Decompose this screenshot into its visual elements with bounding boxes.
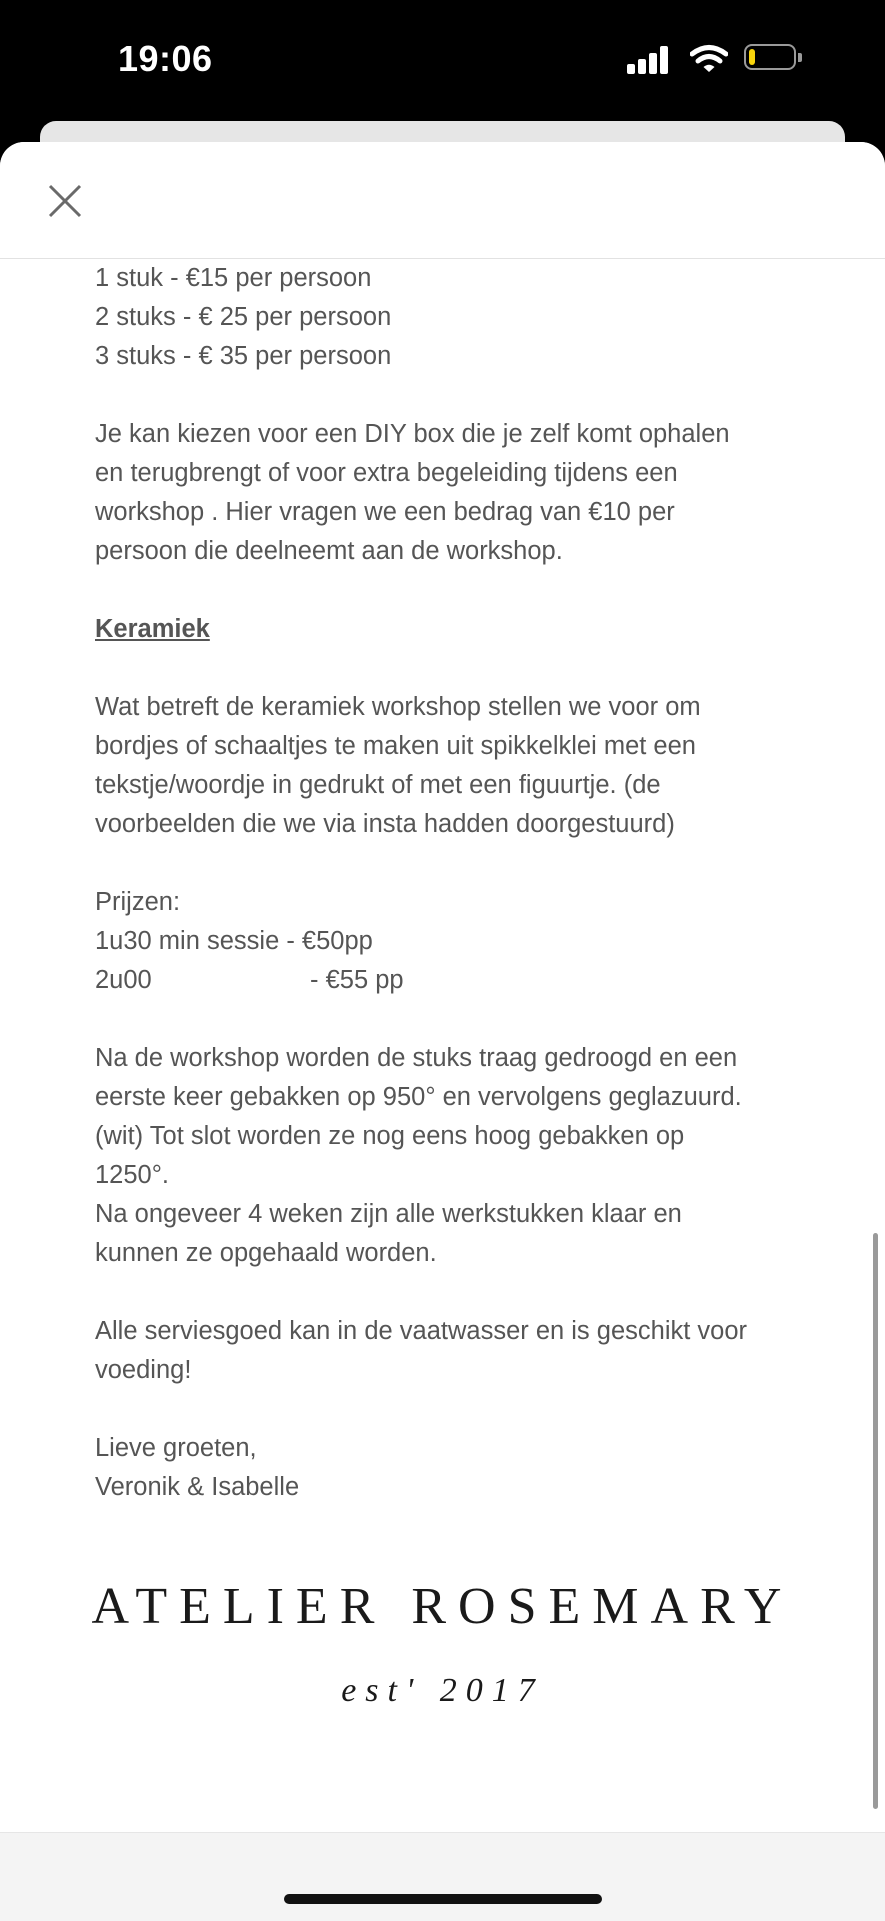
process-paragraph-line: Na de workshop worden de stuks traag gedroogd en een <box>95 1044 738 1072</box>
signature-line: Veronik & Isabelle <box>95 1473 300 1501</box>
diy-paragraph-line: workshop . Hier vragen we een bedrag van €10 per <box>95 498 675 526</box>
wifi-icon <box>690 44 728 74</box>
price-item: 1 stuk - €15 per persoon <box>95 264 372 292</box>
process-paragraph-line: Na ongeveer 4 weken zijn alle werkstukken klaar en <box>95 1200 682 1228</box>
bottom-bar <box>0 1832 885 1921</box>
close-icon[interactable] <box>42 178 88 224</box>
session-cost: - €55 pp <box>310 966 404 994</box>
scrollbar-thumb[interactable] <box>873 1233 878 1809</box>
diy-paragraph-line: en terugbrengt of voor extra begeleiding tijdens een <box>95 459 678 487</box>
prices-label: Prijzen: <box>95 888 181 916</box>
battery-level <box>749 49 755 65</box>
process-paragraph-line: kunnen ze opgehaald worden. <box>95 1239 437 1267</box>
cellular-signal-icon <box>627 46 669 74</box>
closing-line: Lieve groeten, <box>95 1434 257 1462</box>
session-price: 1u30 min sessie - €50pp <box>95 927 373 955</box>
diy-paragraph-line: persoon die deelneemt aan de workshop. <box>95 537 563 565</box>
process-paragraph-line: 1250°. <box>95 1161 170 1189</box>
ceramics-paragraph-line: tekstje/woordje in gedrukt of met een figuurtje. (de <box>95 771 661 799</box>
price-item: 3 stuks - € 35 per persoon <box>95 342 392 370</box>
process-paragraph-line: eerste keer gebakken op 950° en vervolgens geglazuurd. <box>95 1083 742 1111</box>
process-paragraph-line: (wit) Tot slot worden ze nog eens hoog gebakken op <box>95 1122 685 1150</box>
dishwasher-paragraph-line: Alle serviesgoed kan in de vaatwasser en is geschikt voor <box>95 1317 748 1345</box>
home-indicator[interactable] <box>284 1894 602 1904</box>
sheet-header <box>0 142 885 259</box>
ceramics-paragraph-line: Wat betreft de keramiek workshop stellen we voor om <box>95 693 701 721</box>
logo-subtitle: est' 2017 <box>341 1672 544 1709</box>
session-duration: 2u00 <box>95 966 152 994</box>
diy-paragraph-line: Je kan kiezen voor een DIY box die je zelf komt ophalen <box>95 420 730 448</box>
logo-title: ATELIER ROSEMARY <box>91 1578 794 1635</box>
session-price <box>95 961 815 1000</box>
dishwasher-paragraph-line: voeding! <box>95 1356 192 1384</box>
ceramics-paragraph-line: bordjes of schaaltjes te maken uit spikkelklei met een <box>95 732 696 760</box>
message-body <box>95 259 815 1507</box>
ceramics-paragraph-line: voorbeelden die we via insta hadden doorgestuurd) <box>95 810 675 838</box>
battery-icon <box>744 44 804 72</box>
status-bar <box>0 0 885 120</box>
status-time: 19:06 <box>118 38 213 79</box>
section-heading: Keramiek <box>95 615 210 643</box>
price-item: 2 stuks - € 25 per persoon <box>95 303 392 331</box>
message-sheet <box>0 142 885 1920</box>
